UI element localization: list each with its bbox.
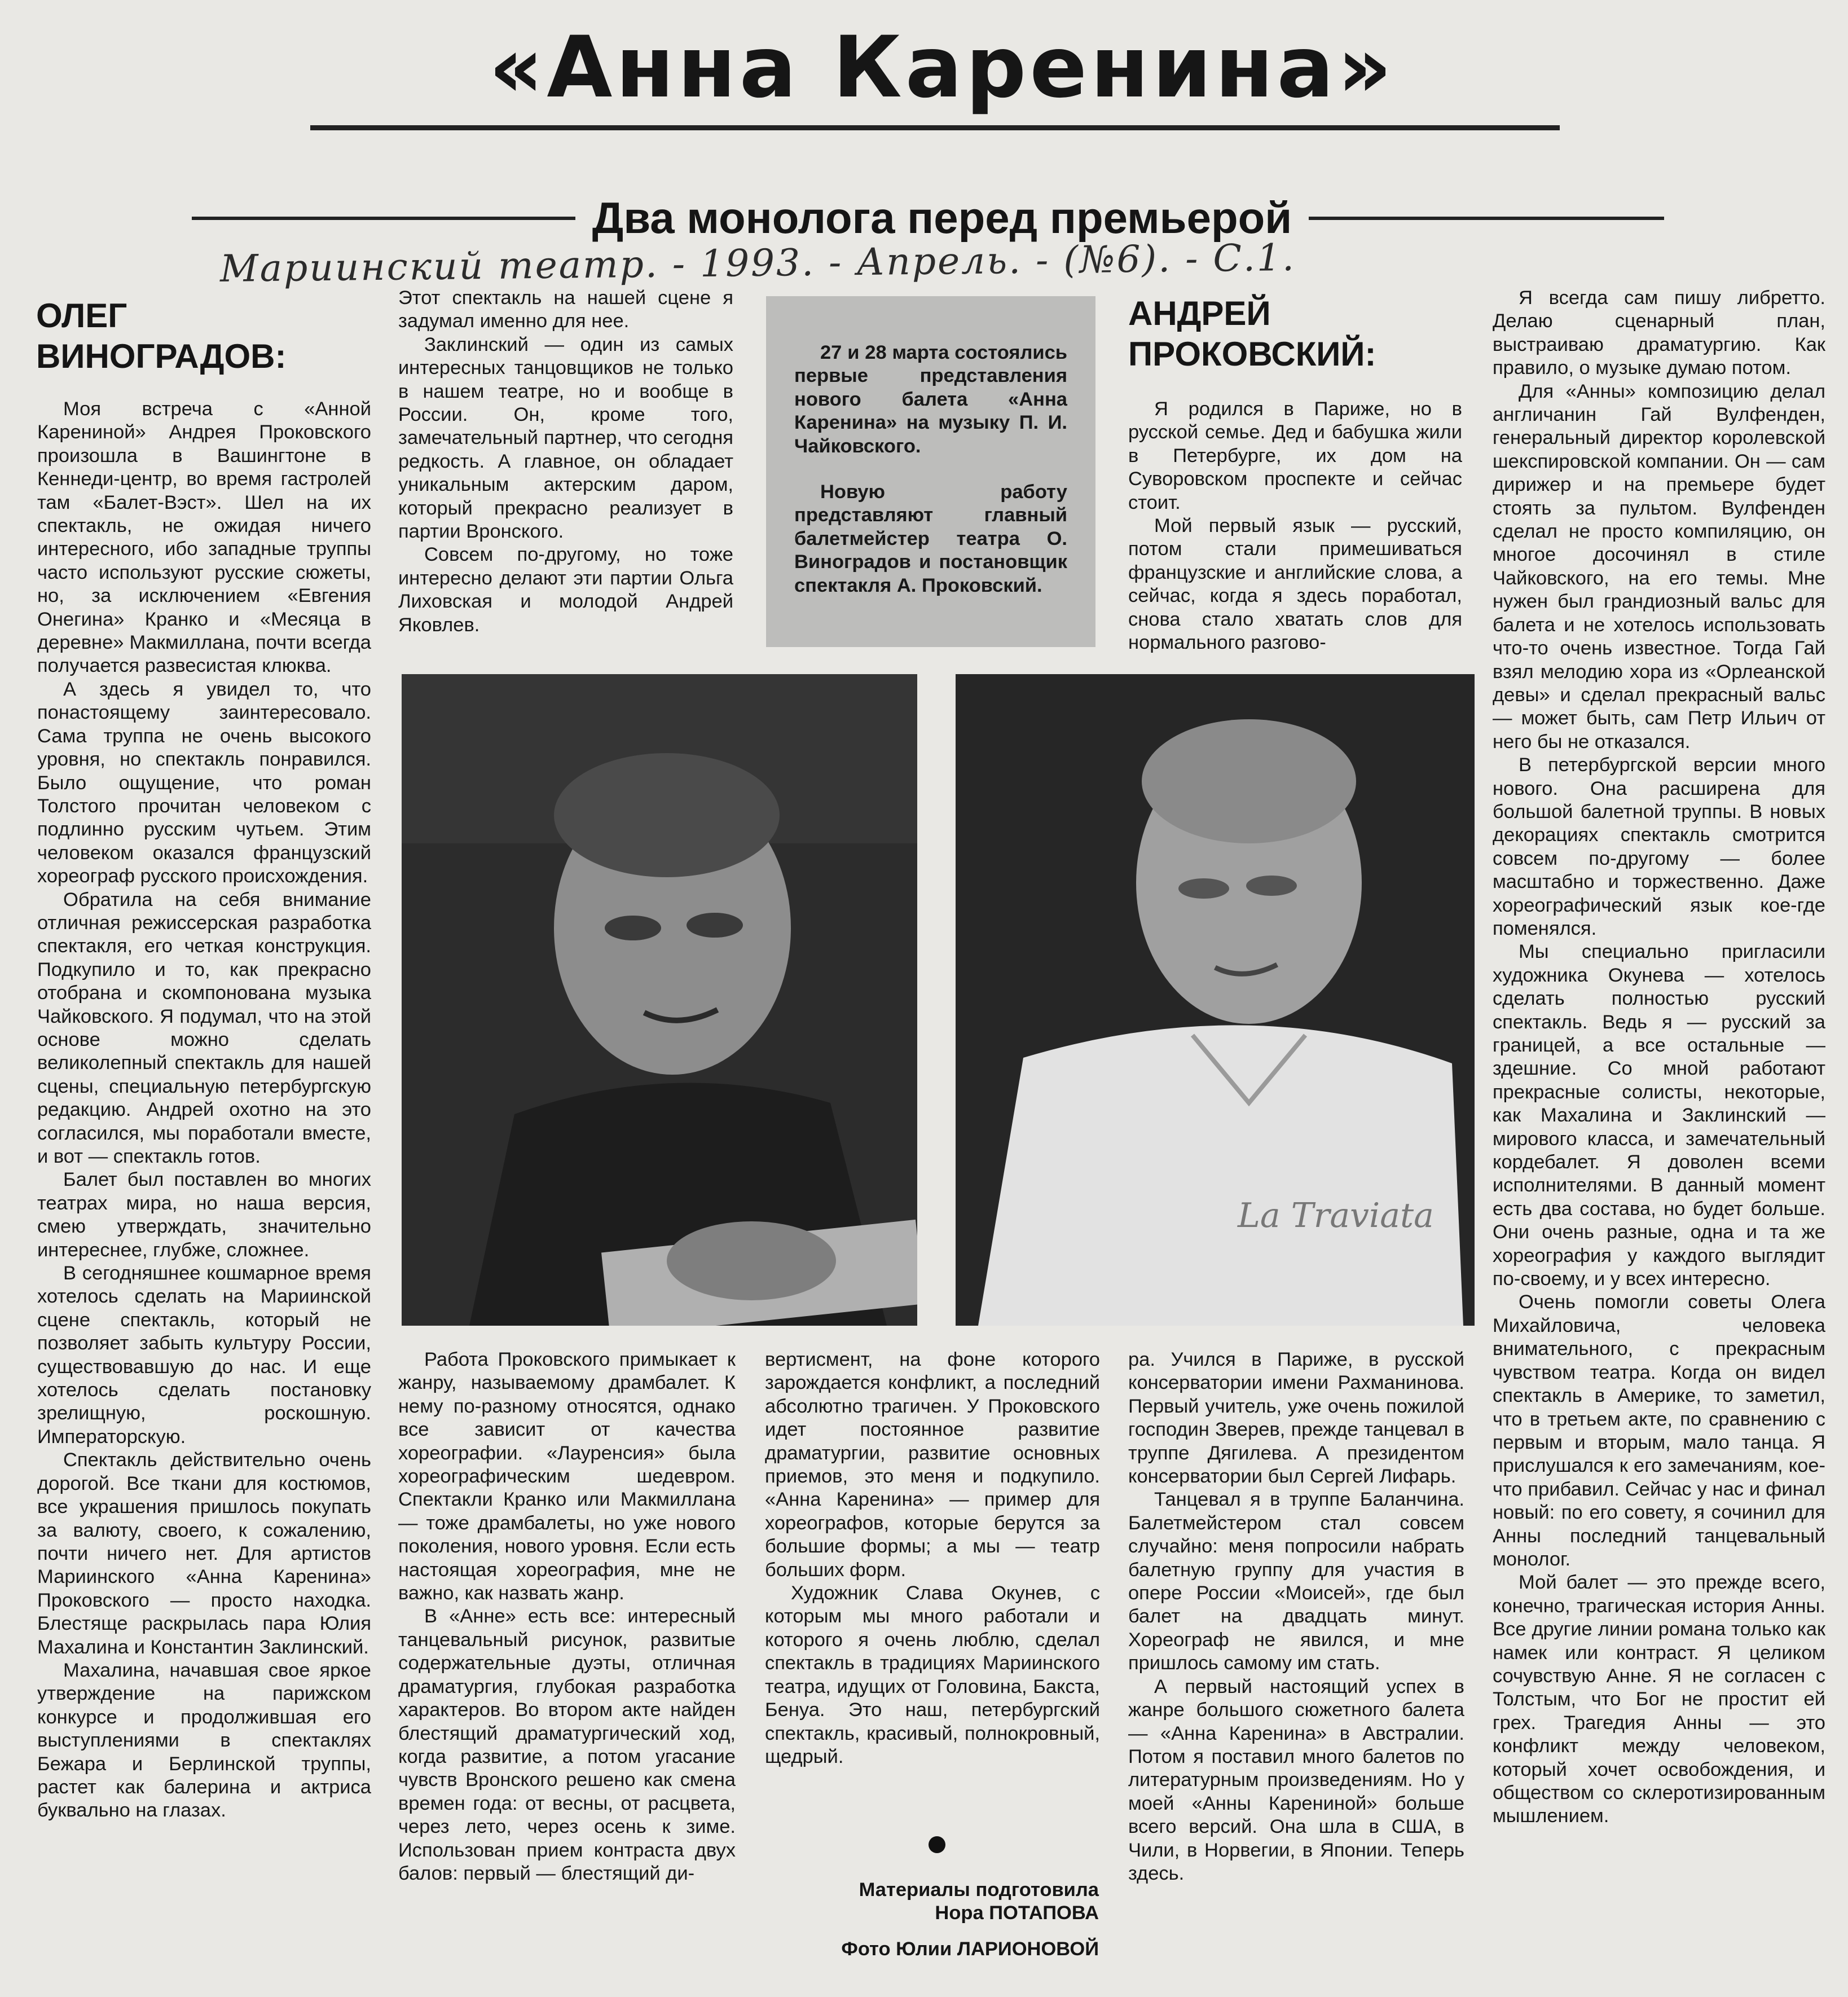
paragraph: Обратила на себя внимание отличная режиссерская разработка спектакля, его четкая конструкция. Подкупило и то, как прекрасно отобрана и скомпонована музыка Чайковского. Я подумал, что на этой основе можно сделать великолепный спектакль для нашей сцены, специальную петербургскую редакцию. Андрей охотно на это согласился, мы поработали вместе, и вот — спектакль готов. — [37, 888, 371, 1167]
handwritten-note: Мариинский театр. - 1993. - Апрель. - (№6). - С.1. — [219, 235, 1296, 291]
paragraph: Работа Проковского примыкает к жанру, называемому драмбалет. К нему по-разному относятся, однако все зависит от качества хореографии. «Лауренсия» была хореографическим шедевром. Спектакли Кранко или Макмиллана — тоже драмбалеты, но уже нового поколения, нового уровня. Если есть настоящая хореография, мне не важно, как назвать жанр. — [398, 1349, 736, 1604]
photo-prokovsky — [956, 674, 1475, 1326]
intro-box — [766, 296, 1095, 647]
paragraph: Я всегда сам пишу либретто. Делаю сценарный план, выстраиваю драматургию. Как правило, о музыке думаю потом. — [1493, 287, 1825, 379]
photo-vinogradov — [402, 674, 917, 1326]
paragraph: Очень помогли советы Олега Михайловича, человека внимательного, с прекрасным чувством театра. Когда он видел спектакль в Америке, то заметил, что в третьем акте, по сравнению с первым и вторым, мало танца. Я прислушался к его замечаниям, кое-что прибавил. Сейчас у нас и финал новый: по его совету, я сочинил для Анны последний танцевальный монолог. — [1493, 1291, 1825, 1570]
paragraph: Художник Слава Окунев, с которым мы много работали и которого я очень люблю, сделал спектакль в традициях Мариинского театра, идущих от Головина, Бакста, Бенуа. Это наш, петербургский спектакль, красивый, полнокровный, щедрый. — [765, 1582, 1100, 1767]
paragraph: В сегодняшнее кошмарное время хотелось сделать на Мариинской сцене спектакль, который не позволяет забыть культуру России, существовавшую до нас. И еще хотелось сделать постановку зрелищную, роскошную. Императорскую. — [37, 1263, 371, 1448]
subtitle-rule-left — [192, 217, 575, 220]
paragraph: А первый настоящий успех в жанре большого сюжетного балета — «Анна Каренина» в Австралии. Потом я поставил много балетов по литературным произведениям. Но у моей «Анны Карениной» больше всего версий. Она шла в США, в Чили, в Норвегии, в Японии. Теперь здесь. — [1128, 1675, 1464, 1884]
column-3-bottom — [765, 1348, 1100, 1769]
credits-photo: Фото Юлии ЛАРИОНОВОЙ — [841, 1938, 1099, 1960]
svg-text:La Traviata: La Traviata — [1238, 1196, 1434, 1235]
paragraph: Совсем по-другому, но тоже интересно делают эти партии Ольга Лиховская и молодой Андрей Яковлев. — [398, 544, 733, 636]
separator-dot — [929, 1836, 945, 1853]
paragraph: Спектакль действительно очень дорогой. Все ткани для костюмов, все украшения пришлось покупать за валюту, своего, к сожалению, почти ничего нет. Для артистов Мариинского «Анна Каренина» Проковского — просто находка. Блестяще раскрылась пара Юлия Махалина и Константин Заклинский. — [37, 1449, 371, 1658]
subtitle: Два монолога перед премьерой — [592, 193, 1292, 243]
paragraph: А здесь я увидел то, что понастоящему заинтересовало. Сама труппа не очень высокого уровня, но спектакль понравился. Было ощущение, что роман Толстого прочитан человеком с подлинно русским чутьем. Этим человеком оказался французский хореограф русского происхождения. — [37, 678, 371, 887]
paragraph: Танцевал я в труппе Баланчина. Балетмейстером стал совсем случайно: меня попросили набрать балетную группу для участия в опере России «Моисей», где был балет на двадцать минут. Хореограф не явился, и мне пришлось самому им стать. — [1128, 1489, 1464, 1674]
prokovsky-heading: АНДРЕЙ ПРОКОВСКИЙ: — [1128, 294, 1376, 373]
paragraph: Этот спектакль на нашей сцене я задумал именно для нее. — [398, 287, 733, 332]
paragraph: Мы специально пригласили художника Окунева — хотелось сделать полностью русский спектакль. Ведь я — русский за границей, а все остальные — здешние. Со мной работают прекрасные солисты, некоторые, как Махалина и Заклинский — мирового класса, и замечательный кордебалет. Я доволен всеми исполнителями. В данный момент есть два состава, но будет больше. Они очень разные, одна и та же хореография у каждого выглядит по-своему, и у всех интересно. — [1493, 941, 1825, 1290]
paragraph: Заклинский — один из самых интересных танцовщиков не только в нашем театре, но и вообще в России. Он, кроме того, замечательный партнер, что сегодня редкость. А главное, он обладает уникальным актерским даром, который прекрасно реализует в партии Вронского. — [398, 333, 733, 543]
portrait-image — [402, 674, 917, 1326]
paragraph: Мой балет — это прежде всего, конечно, трагическая история Анны. Все другие линии романа только как намек или контраст. Я целиком сочувствую Анне. Я не согласен с Толстым, что Бог не простит ей грех. Трагедия Анны — это конфликт между человеком, который хочет освобождения, и обществом со склеротизированным мышлением. — [1493, 1572, 1825, 1827]
column-1 — [37, 398, 371, 1823]
paragraph: вертисмент, на фоне которого зарождается конфликт, а последний абсолютно трагичен. У Проковского идет постоянное развитие драматургии, развитие основных приемов, это меня и подкупило. «Анна Каренина» — пример для хореографов, которые берутся за большие формы; а мы — театр больших форм. — [765, 1349, 1100, 1581]
subtitle-rule-right — [1309, 217, 1664, 220]
paragraph: ра. Учился в Париже, в русской консерватории имени Рахманинова. Первый учитель, уже очень пожилой господин Зверев, прежде танцевал в труппе Дягилева. А президентом консерватории был Сергей Лифарь. — [1128, 1349, 1464, 1488]
credits-prepared-name: Нора ПОТАПОВА — [935, 1902, 1099, 1924]
vinogradov-heading: ОЛЕГ ВИНОГРАДОВ: — [36, 297, 287, 375]
paragraph: Новую работу представляют главный балетмейстер театра О. Виноградов и постановщик спектакля А. Проковский. — [794, 481, 1067, 596]
credits-prepared-label: Материалы подготовила — [859, 1879, 1099, 1901]
column-2-bottom — [398, 1348, 736, 1885]
paragraph: Мой первый язык — русский, потом стали примешиваться французские и английские слова, а сейчас, когда я здесь поработал, снова стало хватать слов для нормального разгово- — [1128, 515, 1462, 654]
paragraph: Моя встреча с «Анной Карениной» Андрея Проковского произошла в Вашингтоне в Кеннеди-центр, во время гастролей там «Балет-Вэст». Шел на их спектакль, не ожидая ничего интересного, ибо западные труппы часто используют русские сюжеты, но, за исключением «Евгения Онегина» Кранко и «Месяца в деревне» Макмиллана, почти всегда получается развесистая клюква. — [37, 398, 371, 677]
column-4-bottom — [1128, 1348, 1464, 1885]
paragraph: В «Анне» есть все: интересный танцевальный рисунок, развитые содержательные дуэты, отличная драматургия, глубокая разработка характеров. Во втором акте найден блестящий драматургический ход, когда развитие, а потом угасание чувств Вронского решено как смена времен года: от весны, от расцвета, через лето, через осень к зиме. Использован прием контраста двух балов: первый — блестящий ди- — [398, 1605, 736, 1884]
page-title: «Анна Каренина» — [489, 19, 1396, 117]
credits-prepared — [790, 1879, 1099, 1925]
paragraph: Для «Анны» композицию делал англичанин Гай Вулфенден, генеральный директор королевской шекспировской компании. Он — сам дирижер и на премьере будет стоять за пультом. Вулфенден сделал не просто компиляцию, он многое досочинял в стиле Чайковского, на его темы. Мне нужен был грандиозный вальс для балета и не хотелось использовать что-то очень известное. Тогда Гай взял мелодию хора из «Орлеанской девы» и сделал прекрасный вальс — может быть, сам Петр Ильич от него бы не отказался. — [1493, 380, 1825, 753]
column-4-top — [1128, 398, 1462, 654]
paragraph: В петербургской версии много нового. Она расширена для большой балетной труппы. В новых декорациях спектакль смотрится совсем по-другому — более масштабно и торжественно. Даже хореографический язык кое-где поменялся. — [1493, 754, 1825, 939]
portrait-image — [956, 674, 1475, 1326]
column-2-top — [398, 287, 733, 637]
column-5 — [1493, 287, 1825, 1828]
paragraph: Я родился в Париже, но в русской семье. Дед и бабушка жили в Петербурге, их дом на Суворовском проспекте и сейчас стоит. — [1128, 398, 1462, 513]
title-rule — [310, 125, 1560, 130]
paragraph: 27 и 28 марта состоялись первые представления нового балета «Анна Каренина» на музыку П. И. Чайковского. — [794, 342, 1067, 457]
paragraph: Балет был поставлен во многих театрах мира, но наша версия, смею утверждать, значительно интереснее, глубже, сложнее. — [37, 1169, 371, 1261]
paragraph: Махалина, начавшая свое яркое утверждение на парижском конкурсе и продолжившая его выступлениями в спектаклях Бежара и Берлинской труппы, растет как балерина и актриса буквально на глазах. — [37, 1659, 371, 1822]
